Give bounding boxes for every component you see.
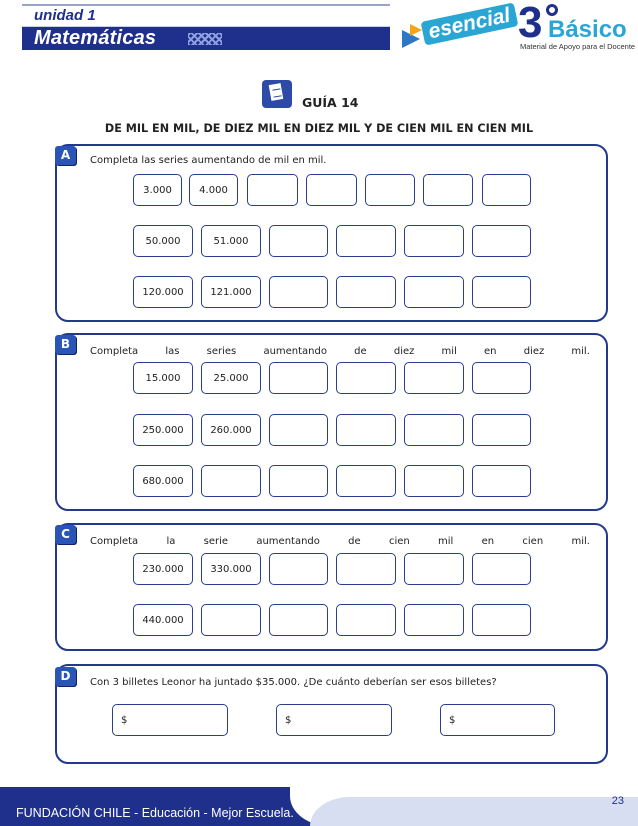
answer-cell[interactable] bbox=[269, 604, 328, 636]
instruction-word: aumentando bbox=[256, 536, 320, 547]
worksheet-icon bbox=[262, 80, 292, 108]
instruction-word: en bbox=[484, 346, 497, 357]
series-cell: 4.000 bbox=[189, 174, 238, 206]
instruction-word: serie bbox=[203, 536, 229, 547]
instruction-word: mil bbox=[438, 536, 454, 547]
series-cell: 440.000 bbox=[133, 604, 193, 636]
guide-subtitle: DE MIL EN MIL, DE DIEZ MIL EN DIEZ MIL Y DE CIEN MIL EN CIEN MIL bbox=[104, 122, 534, 135]
answer-cell[interactable] bbox=[404, 465, 464, 497]
instruction-word: cien bbox=[388, 536, 410, 547]
answer-cell[interactable] bbox=[365, 174, 415, 206]
grade-logo bbox=[518, 0, 636, 54]
answer-cell[interactable] bbox=[482, 174, 531, 206]
instruction-word: cien bbox=[522, 536, 544, 547]
answer-cell[interactable] bbox=[423, 174, 473, 206]
answer-cell[interactable] bbox=[336, 414, 396, 446]
answer-cell[interactable] bbox=[336, 465, 396, 497]
answer-cell[interactable] bbox=[269, 362, 328, 394]
answer-cell[interactable] bbox=[269, 553, 328, 585]
instruction-word: aumentando bbox=[263, 346, 327, 357]
section-b-badge: B bbox=[55, 335, 76, 354]
instruction-word: Completa bbox=[90, 536, 139, 547]
header-banner bbox=[0, 0, 390, 52]
grade-number: 3 bbox=[518, 0, 543, 47]
instruction-word: de bbox=[348, 536, 361, 547]
instruction-word: mil. bbox=[571, 346, 590, 357]
ordinal-degree-icon bbox=[546, 4, 558, 16]
answer-cell[interactable] bbox=[472, 362, 531, 394]
answer-cell[interactable] bbox=[472, 225, 531, 257]
series-cell: 3.000 bbox=[133, 174, 182, 206]
answer-cell[interactable] bbox=[201, 465, 261, 497]
instruction-word: las bbox=[165, 346, 180, 357]
answer-cell[interactable] bbox=[336, 276, 396, 308]
series-cell: 230.000 bbox=[133, 553, 193, 585]
unit-label: unidad 1 bbox=[34, 7, 96, 24]
unit-strip bbox=[22, 4, 390, 27]
answer-cell[interactable] bbox=[472, 414, 531, 446]
answer-field[interactable]: $ bbox=[440, 704, 555, 736]
answer-cell[interactable] bbox=[201, 604, 261, 636]
series-cell: 121.000 bbox=[201, 276, 261, 308]
answer-cell[interactable] bbox=[269, 225, 328, 257]
page-number: 23 bbox=[611, 795, 624, 807]
esencial-logo bbox=[400, 3, 513, 52]
series-cell: 25.000 bbox=[201, 362, 261, 394]
logo-wedge-accent-icon bbox=[410, 24, 422, 36]
footer-curve-tint bbox=[310, 797, 638, 826]
subject-label: Matemáticas bbox=[34, 27, 157, 49]
answer-cell[interactable] bbox=[247, 174, 298, 206]
series-cell: 260.000 bbox=[201, 414, 261, 446]
section-d-instruction: Con 3 billetes Leonor ha juntado $35.000. ¿De cuánto deberían ser esos billetes? bbox=[90, 677, 497, 688]
answer-cell[interactable] bbox=[472, 604, 531, 636]
series-cell: 50.000 bbox=[133, 225, 193, 257]
answer-cell[interactable] bbox=[269, 465, 328, 497]
section-d-badge: D bbox=[55, 667, 76, 686]
answer-cell[interactable] bbox=[404, 276, 464, 308]
instruction-word: mil. bbox=[571, 536, 590, 547]
answer-cell[interactable] bbox=[404, 553, 464, 585]
series-cell: 51.000 bbox=[201, 225, 261, 257]
answer-cell[interactable] bbox=[472, 276, 531, 308]
subject-bar bbox=[22, 27, 390, 50]
series-cell: 330.000 bbox=[201, 553, 261, 585]
answer-cell[interactable] bbox=[269, 414, 328, 446]
guide-title: GUÍA 14 bbox=[302, 95, 359, 110]
section-c-instruction bbox=[90, 536, 590, 547]
grade-word: Básico bbox=[548, 16, 627, 43]
instruction-word: en bbox=[481, 536, 495, 547]
grade-subtitle: Material de Apoyo para el Docente bbox=[520, 42, 636, 51]
answer-cell[interactable] bbox=[404, 225, 464, 257]
answer-cell[interactable] bbox=[404, 604, 464, 636]
answer-cell[interactable] bbox=[336, 225, 396, 257]
series-cell: 120.000 bbox=[133, 276, 193, 308]
instruction-word: diez bbox=[523, 346, 545, 357]
footer-bar bbox=[0, 787, 638, 826]
answer-cell[interactable] bbox=[404, 414, 464, 446]
instruction-word: de bbox=[354, 346, 367, 357]
answer-cell[interactable] bbox=[404, 362, 464, 394]
instruction-word: mil bbox=[441, 346, 457, 357]
instruction-word: Completa bbox=[90, 346, 139, 357]
series-cell: 680.000 bbox=[133, 465, 193, 497]
series-cell: 15.000 bbox=[133, 362, 193, 394]
answer-cell[interactable] bbox=[269, 276, 328, 308]
answer-field[interactable]: $ bbox=[276, 704, 392, 736]
brand-word: esencial bbox=[421, 2, 519, 45]
answer-cell[interactable] bbox=[336, 362, 396, 394]
footer-organization: FUNDACIÓN CHILE - Educación - Mejor Escuela. bbox=[16, 806, 294, 820]
section-c-badge: C bbox=[55, 525, 76, 544]
answer-cell[interactable] bbox=[306, 174, 357, 206]
section-a-instruction: Completa las series aumentando de mil en mil. bbox=[90, 155, 327, 166]
checker-pattern-icon bbox=[188, 33, 222, 45]
series-cell: 250.000 bbox=[133, 414, 193, 446]
answer-cell[interactable] bbox=[336, 604, 396, 636]
answer-cell[interactable] bbox=[472, 553, 531, 585]
answer-cell[interactable] bbox=[472, 465, 531, 497]
answer-cell[interactable] bbox=[336, 553, 396, 585]
instruction-word: diez bbox=[393, 346, 415, 357]
answer-field[interactable]: $ bbox=[112, 704, 228, 736]
section-b-instruction bbox=[90, 346, 590, 357]
section-a-badge: A bbox=[55, 146, 76, 165]
instruction-word: la bbox=[166, 536, 176, 547]
instruction-word: series bbox=[206, 346, 237, 357]
